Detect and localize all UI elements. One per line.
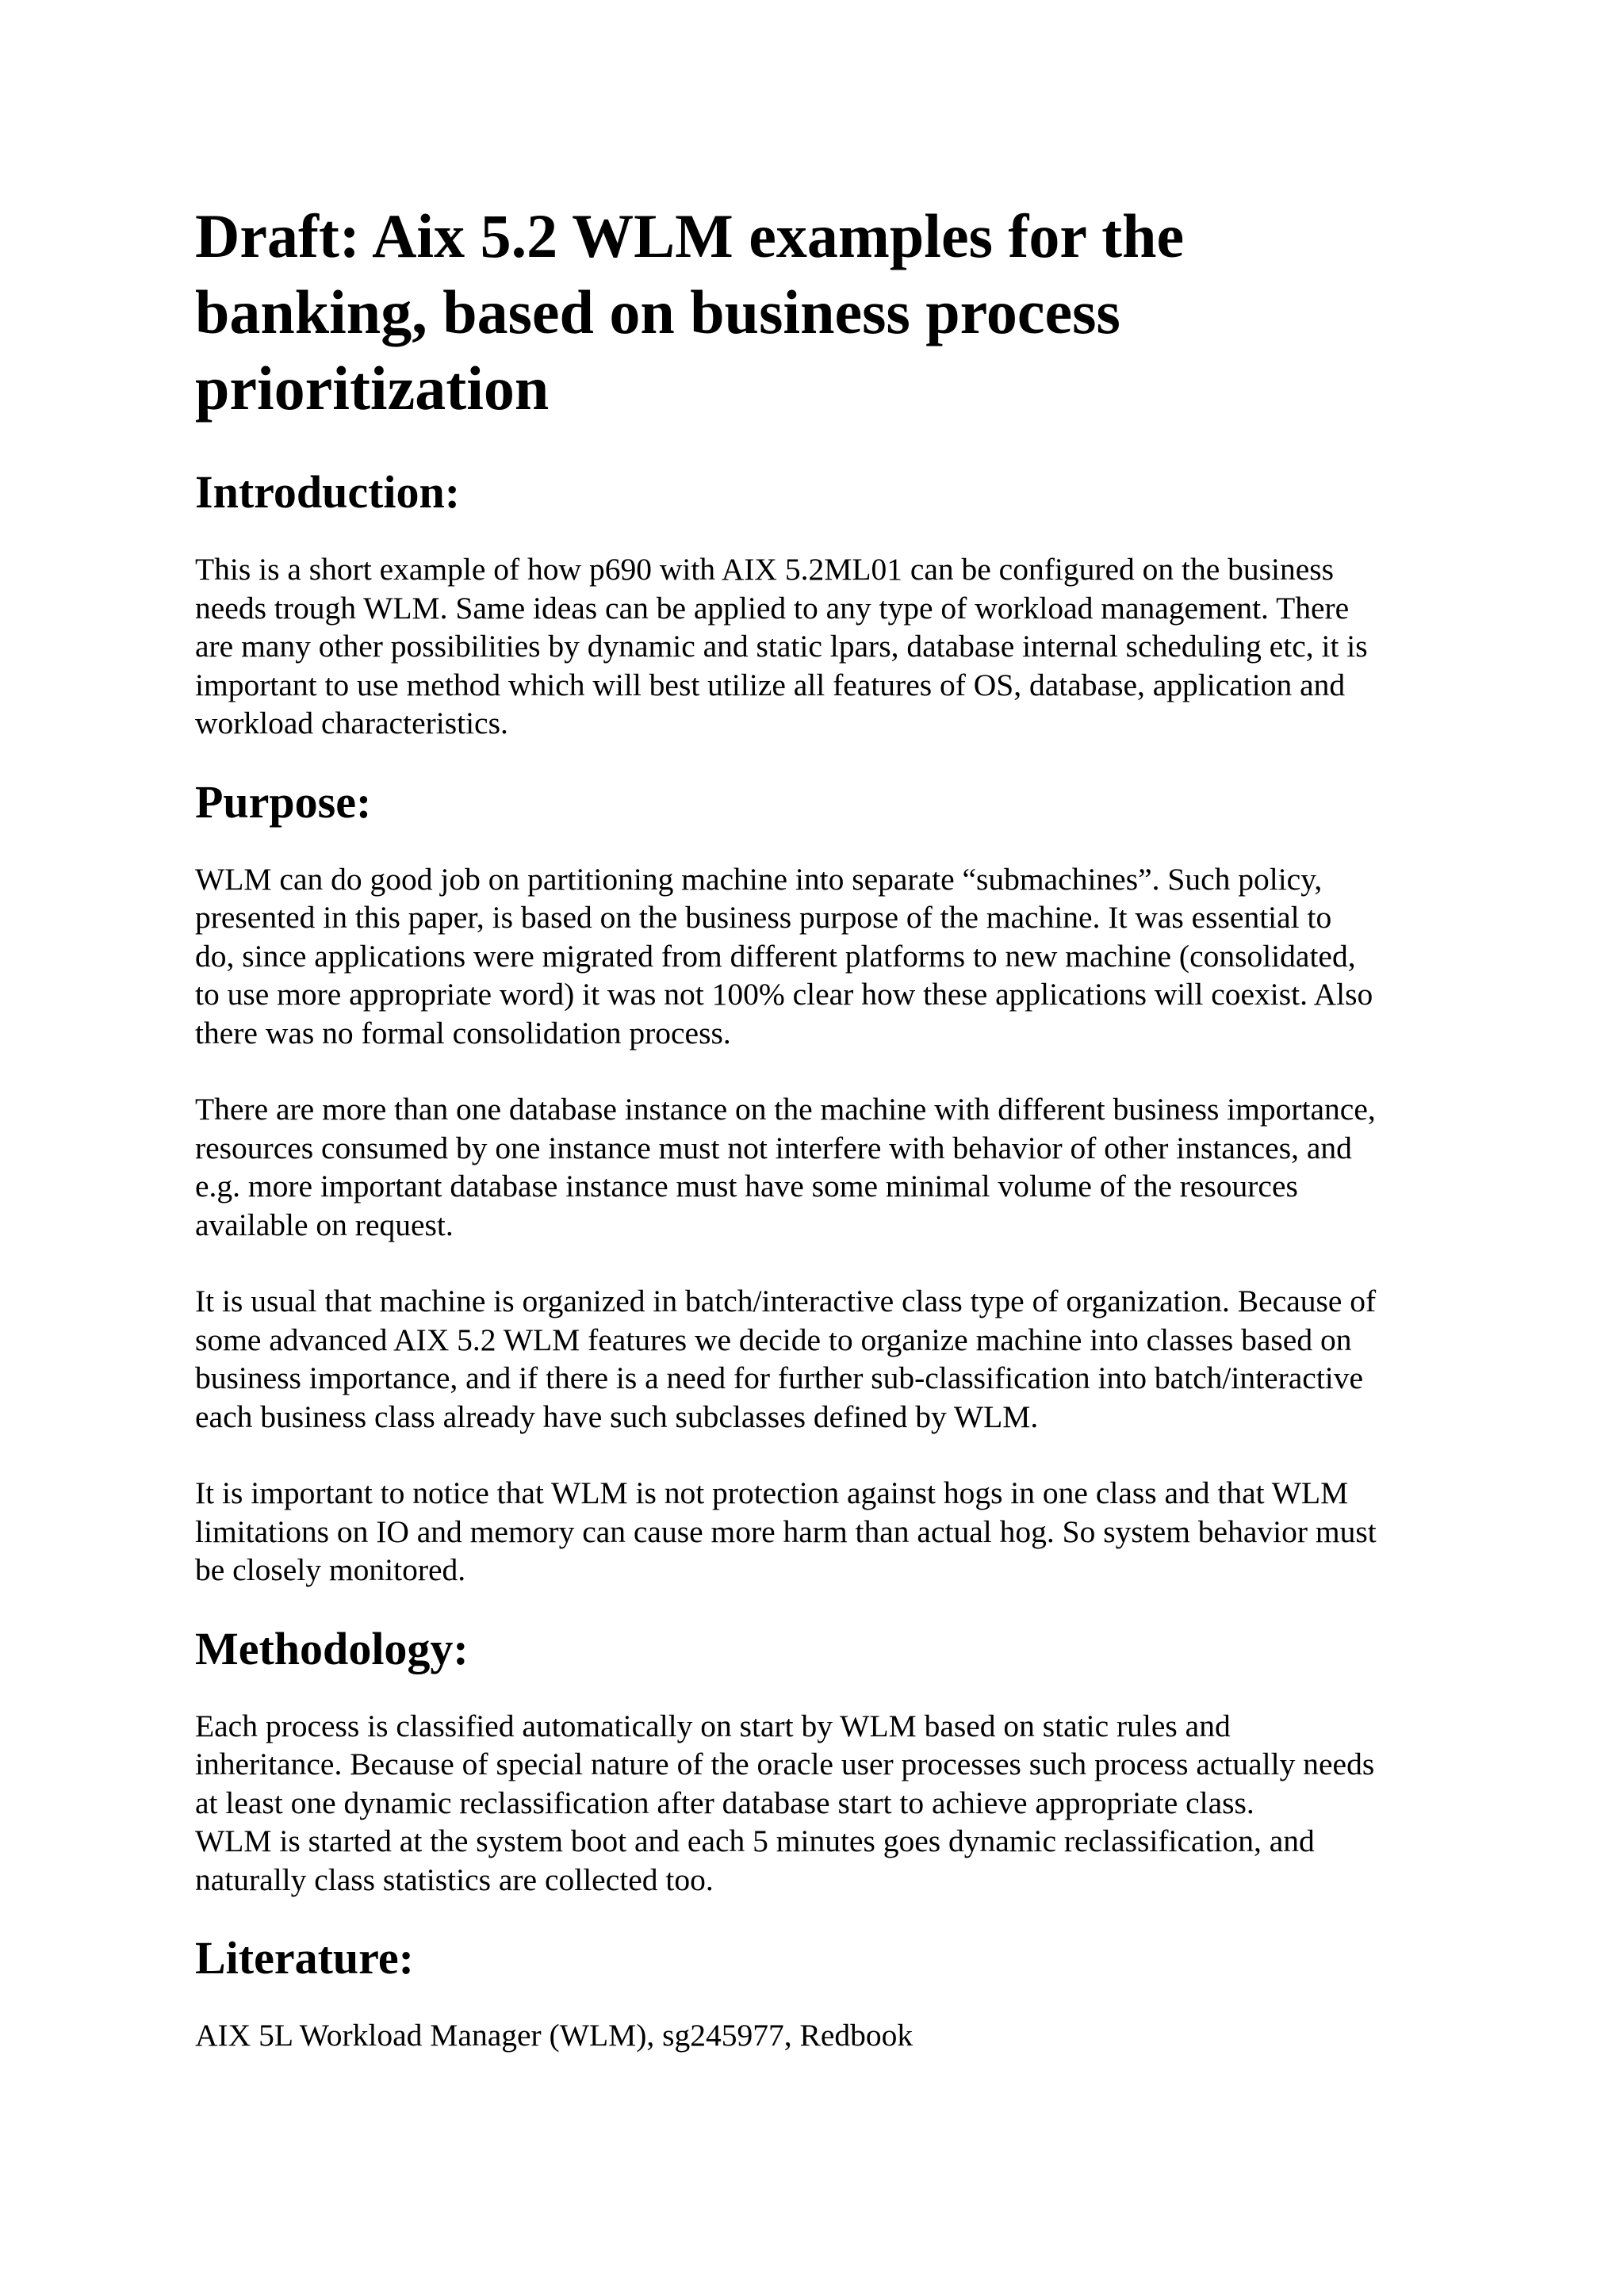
text-line: This is a short example of how p690 with AIX 5.2ML01 can be configured on the business <box>195 552 1335 587</box>
text-line: important to use method which will best utilize all features of OS, database, application and <box>195 667 1346 702</box>
text-line: do, since applications were migrated from different platforms to new machine (consolidated, <box>195 938 1356 974</box>
section-literature <box>195 1931 1472 2055</box>
text-line: naturally class statistics are collected too. <box>195 1862 714 1897</box>
paragraph <box>195 860 1472 1053</box>
section-heading-purpose: Purpose: <box>195 775 372 828</box>
text-line: needs trough WLM. Same ideas can be applied to any type of workload management. There <box>195 590 1350 626</box>
text-line: available on request. <box>195 1207 454 1242</box>
document-title <box>195 198 1472 427</box>
text-line: resources consumed by one instance must not interfere with behavior of other instances, and <box>195 1130 1352 1165</box>
text-line: It is usual that machine is organized in batch/interactive class type of organization. Because of <box>195 1284 1377 1318</box>
text-line: WLM can do good job on partitioning machine into separate “submachines”. Such policy, <box>195 861 1323 897</box>
document-page <box>195 198 1472 2087</box>
title-line: Draft: Aix 5.2 WLM examples for the <box>195 201 1185 270</box>
text-line: to use more appropriate word) it was not 100% clear how these applications will coexist. Also <box>195 977 1373 1012</box>
section-heading-introduction: Introduction: <box>195 466 461 518</box>
paragraph <box>195 550 1472 743</box>
section-purpose <box>195 775 1472 1590</box>
text-line: AIX 5L Workload Manager (WLM), sg245977, Redbook <box>195 2018 914 2053</box>
section-heading-methodology: Methodology: <box>195 1622 469 1674</box>
paragraph <box>195 1282 1472 1436</box>
text-line: presented in this paper, is based on the business purpose of the machine. It was essential to <box>195 900 1332 935</box>
text-line: each business class already have such subclasses defined by WLM. <box>195 1399 1039 1434</box>
paragraph <box>195 1474 1472 1590</box>
text-line: It is important to notice that WLM is not protection against hogs in one class and that WLM <box>195 1475 1349 1510</box>
text-line: business importance, and if there is a need for further sub-classification into batch/interactive <box>195 1360 1364 1395</box>
paragraph <box>195 2016 1472 2055</box>
title-line: prioritization <box>195 354 550 423</box>
text-line: WLM is started at the system boot and each 5 minutes goes dynamic reclassification, and <box>195 1823 1315 1858</box>
section-introduction <box>195 465 1472 743</box>
text-line: Each process is classified automatically on start by WLM based on static rules and <box>195 1708 1231 1743</box>
section-methodology <box>195 1621 1472 1900</box>
text-line: inheritance. Because of special nature of the oracle user processes such process actually needs <box>195 1747 1375 1781</box>
text-line: There are more than one database instance on the machine with different business importance, <box>195 1092 1376 1127</box>
text-line: some advanced AIX 5.2 WLM features we decide to organize machine into classes based on <box>195 1322 1352 1357</box>
text-line: e.g. more important database instance must have some minimal volume of the resources <box>195 1169 1298 1203</box>
text-line: be closely monitored. <box>195 1552 466 1587</box>
text-line: workload characteristics. <box>195 706 508 740</box>
text-line: limitations on IO and memory can cause more harm than actual hog. So system behavior must <box>195 1513 1377 1549</box>
title-line: banking, based on business process <box>195 277 1120 346</box>
text-line: are many other possibilities by dynamic and static lpars, database internal scheduling etc, it is <box>195 629 1368 664</box>
paragraph <box>195 1707 1472 1900</box>
paragraph <box>195 1090 1472 1244</box>
text-line: at least one dynamic reclassification after database start to achieve appropriate class. <box>195 1785 1254 1820</box>
text-line: there was no formal consolidation process. <box>195 1015 731 1050</box>
section-heading-literature: Literature: <box>195 1932 414 1984</box>
